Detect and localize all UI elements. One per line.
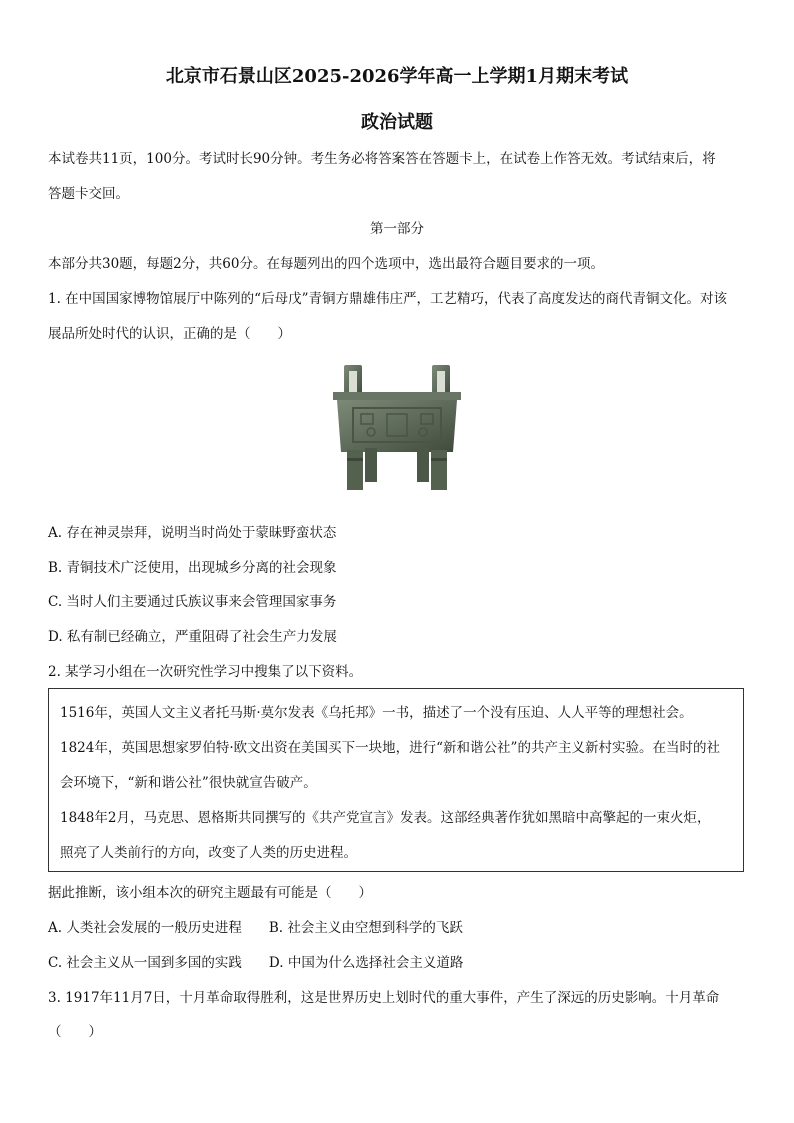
- q3-stem-line-1: 3. 1917年11月7日，十月革命取得胜利，这是世界历史上划时代的重大事件，产生了深远的历史影响。十月革命: [48, 990, 720, 1006]
- q2-options-row-1: A. 人类社会发展的一般历史进程 B. 社会主义由空想到科学的飞跃: [48, 920, 463, 936]
- intro-line-1: 本试卷共11页，100分。考试时长90分钟。考生务必将答案答在答题卡上，在试卷上作答无效。考试结束后，将: [48, 151, 716, 167]
- bronze-ding-image: [331, 362, 463, 497]
- bronze-ding-vessel-icon: [331, 362, 463, 497]
- q2-material-p2-line-1: 1824年，英国思想家罗伯特·欧文出资在美国买下一块地，进行“新和谐公社”的共产主义新村实验。在当时的社: [60, 740, 720, 756]
- q1-option-a: A. 存在神灵崇拜，说明当时尚处于蒙昧野蛮状态: [48, 525, 337, 541]
- q1-stem-line-2: 展品所处时代的认识，正确的是（ ）: [48, 326, 291, 342]
- q2-material-box: [48, 688, 744, 872]
- part-instructions: 本部分共30题，每题2分，共60分。在每题列出的四个选项中，选出最符合题目要求的一项。: [48, 256, 604, 272]
- q2-material-p3-line-2: 照亮了人类前行的方向，改变了人类的历史进程。: [60, 845, 357, 861]
- q2-stem: 2. 某学习小组在一次研究性学习中搜集了以下资料。: [48, 664, 363, 680]
- q2-material-p3-line-1: 1848年2月，马克思、恩格斯共同撰写的《共产党宣言》发表。这部经典著作犹如黑暗中高擎起的一束火炬，: [60, 810, 711, 826]
- q1-option-c: C. 当时人们主要通过氏族议事来会管理国家事务: [48, 594, 337, 610]
- q1-option-d: D. 私有制已经确立，严重阻碍了社会生产力发展: [48, 629, 337, 645]
- q2-question: 据此推断，该小组本次的研究主题最有可能是（ ）: [48, 885, 372, 901]
- q3-stem-line-2: （ ）: [48, 1024, 102, 1040]
- exam-title: 北京市石景山区2025-2026学年高一上学期1月期末考试: [165, 66, 629, 87]
- part-heading: 第一部分: [370, 221, 424, 237]
- q2-options-row-2: C. 社会主义从一国到多国的实践 D. 中国为什么选择社会主义道路: [48, 955, 464, 971]
- intro-line-2: 答题卡交回。: [48, 186, 129, 202]
- q2-material-p1: 1516年，英国人文主义者托马斯·莫尔发表《乌托邦》一书，描述了一个没有压迫、人人平等的理想社会。: [60, 705, 693, 721]
- exam-subject: 政治试题: [361, 112, 433, 133]
- q1-stem-line-1: 1. 在中国国家博物馆展厅中陈列的“后母戊”青铜方鼎雄伟庄严，工艺精巧，代表了高度发达的商代青铜文化。对该: [48, 291, 727, 307]
- q2-material-p2-line-2: 会环境下，“新和谐公社”很快就宣告破产。: [60, 775, 317, 791]
- q1-option-b: B. 青铜技术广泛使用，出现城乡分离的社会现象: [48, 560, 337, 576]
